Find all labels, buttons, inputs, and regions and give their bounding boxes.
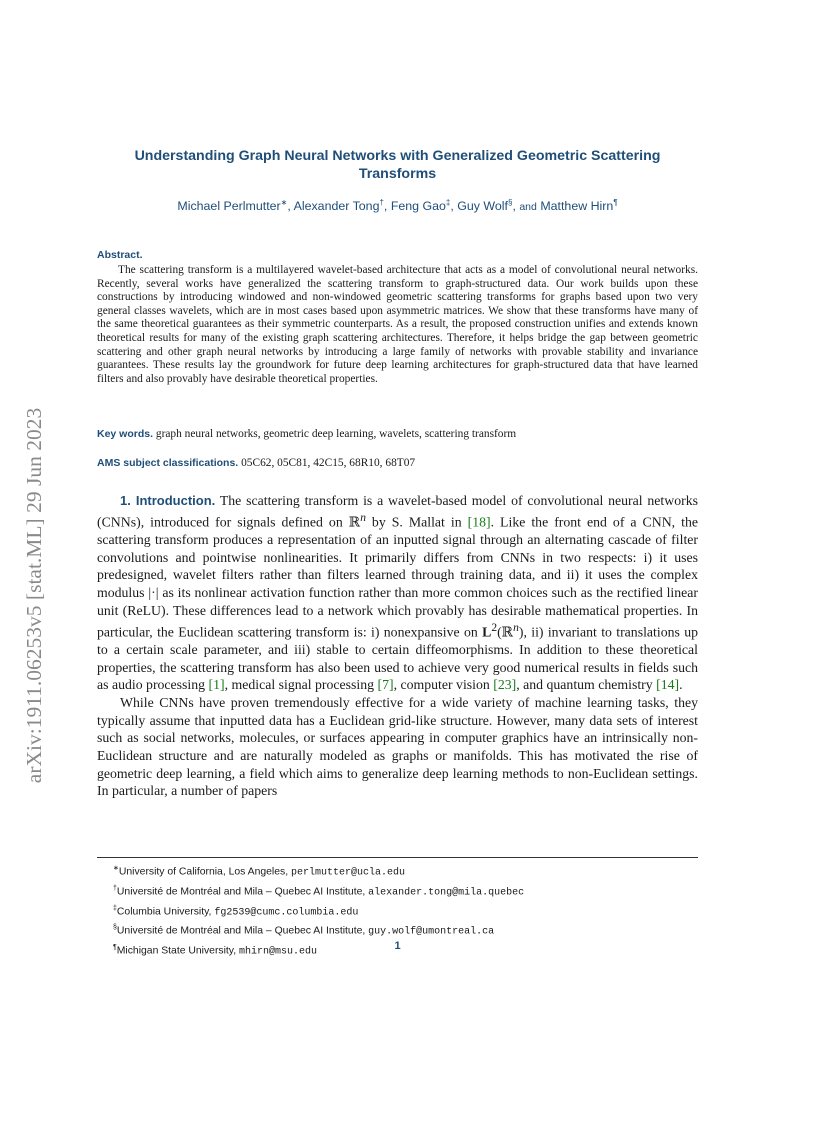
author-email[interactable]: alexander.tong@mila.quebec [368,887,525,899]
intro-paragraph-2: While CNNs have proven tremendously effective for a wide variety of machine learning tasks, they typically assume that inputted data has a Euclidean grid-like structure. However, many data sets of interest such as social networks, molecules, or surfaces appearing in computer graphics have an intrinsically non-Euclidean structure and are naturally modeled as graphs or manifolds. This has motivated the rise of geometric deep learning, a field which aims to generalize deep learning methods to non-Euclidean settings. In particular, a number of papers [97,694,698,799]
author-email[interactable]: mhirn@msu.edu [239,946,318,958]
keywords-text: graph neural networks, geometric deep learning, wavelets, scattering transform [155,428,517,440]
footnote-item: §Université de Montréal and Mila – Quebec AI Institute, guy.wolf@umontreal.ca [113,924,495,938]
ams-text: 05C62, 05C81, 42C15, 68R10, 68T07 [241,457,416,469]
introduction-section [97,492,698,800]
author-footnote-mark[interactable]: ∗ [280,198,288,207]
author-name: Matthew Hirn [540,199,614,214]
page-number: 1 [394,940,401,952]
author-footnote-mark[interactable]: ¶ [613,198,618,207]
keywords-label: Key words. [97,428,154,440]
citation-link[interactable]: [23] [493,677,517,693]
footnote-item: †Université de Montréal and Mila – Quebec AI Institute, alexander.tong@mila.quebec [113,884,525,899]
author-name: Guy Wolf [457,199,508,214]
author-email[interactable]: perlmutter@ucla.edu [290,867,406,879]
author-name: Alexander Tong [293,199,380,214]
ams-label: AMS subject classifications. [97,457,239,469]
author-email[interactable]: guy.wolf@umontreal.ca [368,926,495,938]
abstract-text: The scattering transform is a multilayered wavelet-based architecture that acts as a model of convolutional neural networks. Recently, several works have generalized the scattering transform to graph-structured data. Our work builds upon these constructions by introducing windowed and non-windowed geometric scattering transforms for graphs based upon two very general classes wavelets, which are in most cases based upon asymmetric matrices. We show that these transforms have many of the same theoretical guarantees as their symmetric counterparts. As a result, the proposed construction unifies and extends known theoretical results for many of the existing graph scattering architectures. Therefore, it helps bridge the gap between geometric scattering and other graph neural networks by introducing a large family of networks with provable stability and invariance guarantees. These results lay the groundwork for future deep learning architectures for graph-structured data that have learned filters and also provably have desirable theoretical properties. [97,264,698,385]
author-footnote-mark[interactable]: † [379,198,384,207]
footnote-item: ¶Michigan State University, mhirn@msu.edu [113,944,318,958]
citation-link[interactable]: [7] [377,677,394,693]
paper-title: Understanding Graph Neural Networks with Generalized Geometric Scattering Transforms [134,148,661,182]
author-name: Michael Perlmutter [177,199,281,214]
arxiv-sidebar [10,350,60,840]
author-name: Feng Gao [390,199,446,214]
author-footnote-mark[interactable]: ‡ [445,198,451,207]
intro-paragraph-1: 1. Introduction. The scattering transform is a wavelet-based model of convolutional neural networks (CNNs), introduced for signals defined on ℝ$^n$ by S. Mallat in [18]. Like the front end of a CNN, the scattering transform produces a representation of an inputted signal through an alternating cascade of filter convolutions and pointwise nonlinearities. It primarily differs from CNNs in two respects: i) it uses predesigned, wavelet filters rather than filters learned through training data, and ii) it uses the complex modulus |·| as its nonlinear activation function rather than more common choices such as the rectified linear unit (ReLU). These differences lead to a network which provably has desirable mathematical properties. In particular, the Euclidean scattering transform is: i) nonexpansive on $L^2(ℝ^n)$, ii) invariant to translations up to a certain scale parameter, and iii) stable to certain diffeomorphisms. In addition to these theoretical properties, the scattering transform has also been used to achieve very good numerical results in fields such as audio processing [1], medical signal processing [7], computer vision [23], and quantum chemistry [14]. [97,493,698,693]
author-list: Michael Perlmutter∗, Alexander Tong†, Feng Gao‡, Guy Wolf§, and Matthew Hirn¶ [177,198,618,214]
author-conjunction: and [519,201,537,214]
author-email[interactable]: fg2539@cumc.columbia.edu [214,907,359,918]
footnote-item: ‡Columbia University, fg2539@cumc.columbia.edu [113,904,359,918]
author-footnote-mark[interactable]: § [508,198,513,207]
keywords [97,428,698,440]
citation-link[interactable]: [18] [467,514,491,530]
citation-link[interactable]: [14] [656,677,680,693]
section-heading: 1. Introduction. [120,493,216,508]
footnote-divider [97,857,698,858]
abstract-label: Abstract. [97,249,143,261]
arxiv-identifier: arXiv:1911.06253v5 [stat.ML] 29 Jun 2023 [22,407,47,783]
ams-classifications [97,457,698,469]
footnote-item: ∗University of California, Los Angeles, perlmutter@ucla.edu [113,865,406,879]
citation-link[interactable]: [1] [208,677,225,693]
